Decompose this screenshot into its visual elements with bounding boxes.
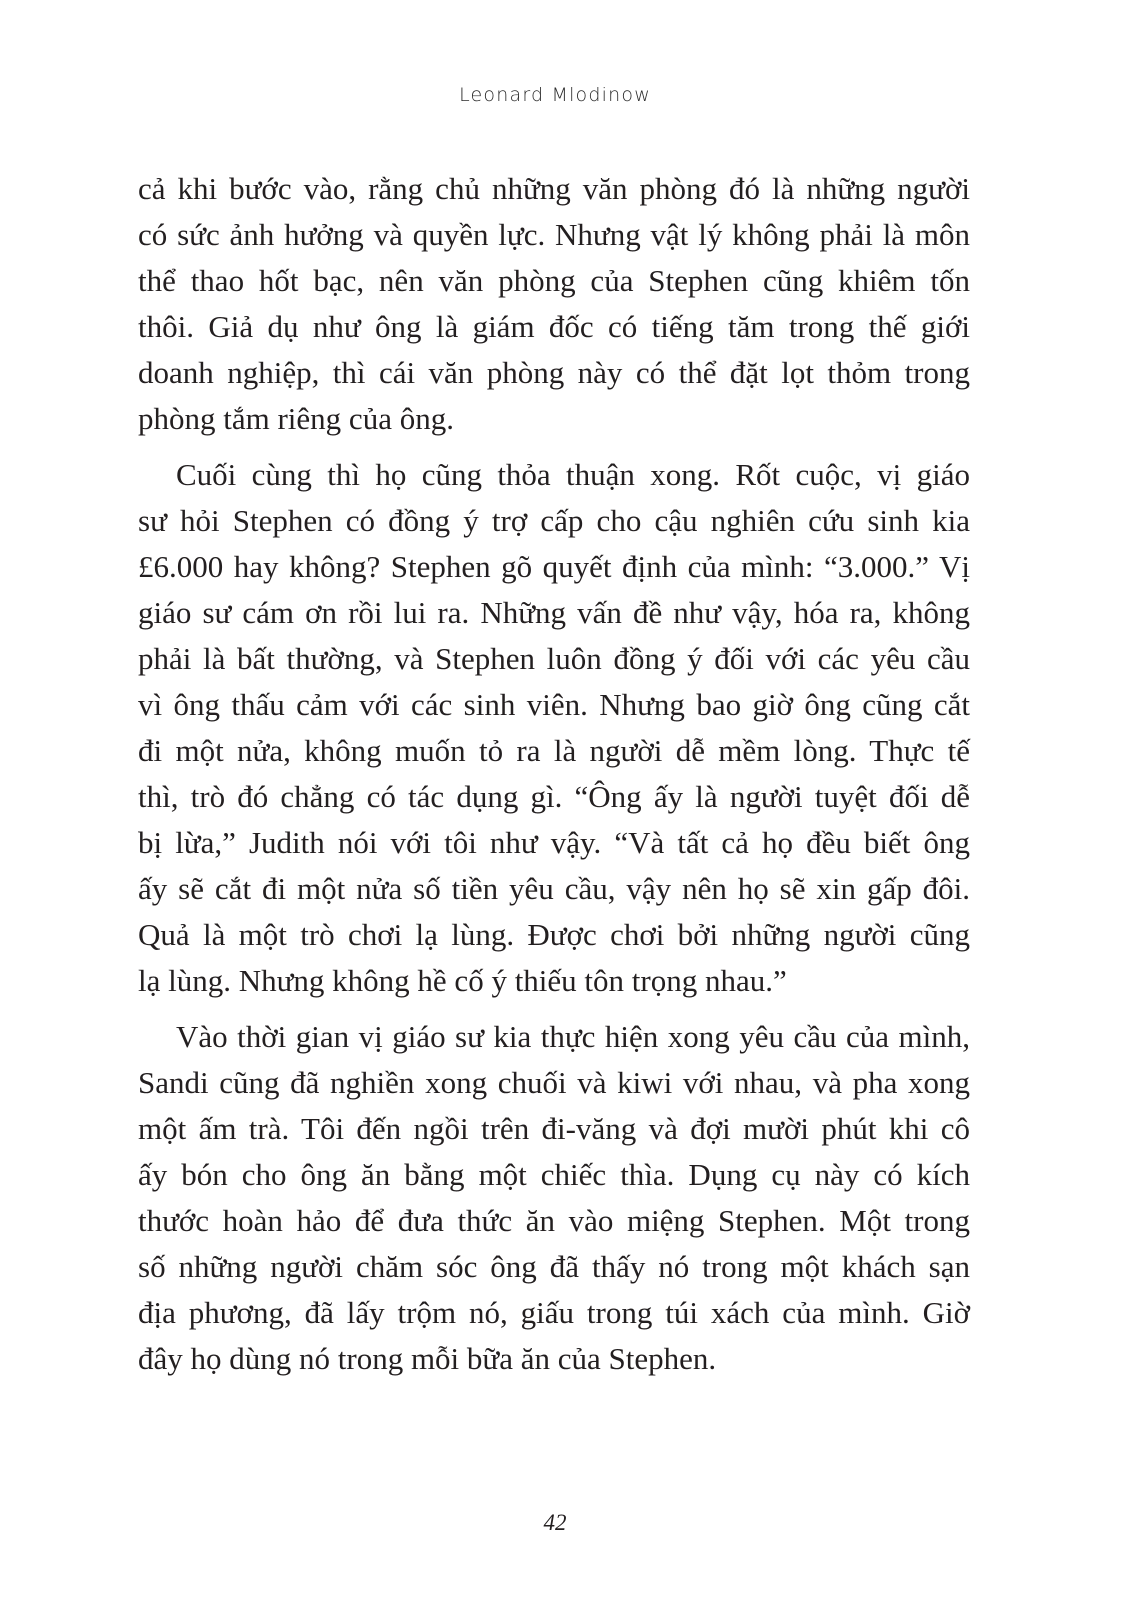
text-line: số những người chăm sóc ông đã thấy nó trong một khách sạn xyxy=(138,1249,970,1284)
text-line: Sandi cũng đã nghiền xong chuối và kiwi với nhau, và pha xong xyxy=(138,1065,970,1100)
text-line: giáo sư cám ơn rồi lui ra. Những vấn đề như vậy, hóa ra, không xyxy=(138,595,970,630)
page-number: 42 xyxy=(543,1510,567,1535)
text-line: thôi. Giả dụ như ông là giám đốc có tiếng tăm trong thế giới xyxy=(138,309,970,344)
text-line: thì, trò đó chẳng có tác dụng gì. “Ông ấy là người tuyệt đối dễ xyxy=(138,779,970,814)
paragraph-1 xyxy=(138,166,970,442)
text-line: thể thao hốt bạc, nên văn phòng của Stephen cũng khiêm tốn xyxy=(138,263,970,298)
text-line: bị lừa,” Judith nói với tôi như vậy. “Và tất cả họ đều biết ông xyxy=(138,825,970,860)
text-line: sư hỏi Stephen có đồng ý trợ cấp cho cậu nghiên cứu sinh kia xyxy=(138,503,970,538)
text-line: £6.000 hay không? Stephen gõ quyết định của mình: “3.000.” Vị xyxy=(138,549,970,584)
text-line: Cuối cùng thì họ cũng thỏa thuận xong. Rốt cuộc, vị giáo xyxy=(176,457,970,492)
text-line: lạ lùng. Nhưng không hề cố ý thiếu tôn trọng nhau.” xyxy=(138,963,787,998)
body-text xyxy=(138,166,970,1382)
text-line: đây họ dùng nó trong mỗi bữa ăn của Stephen. xyxy=(138,1341,717,1376)
text-line: phòng tắm riêng của ông. xyxy=(138,401,454,436)
text-line: Quả là một trò chơi lạ lùng. Được chơi bởi những người cũng xyxy=(138,917,970,952)
text-line: Vào thời gian vị giáo sư kia thực hiện xong yêu cầu của mình, xyxy=(176,1019,970,1054)
paragraph-3 xyxy=(138,1014,970,1382)
text-line: cả khi bước vào, rằng chủ những văn phòng đó là những người xyxy=(138,171,970,206)
running-head-author: Leonard Mlodinow xyxy=(459,84,651,106)
text-line: địa phương, đã lấy trộm nó, giấu trong túi xách của mình. Giờ xyxy=(138,1295,970,1330)
text-line: ấy sẽ cắt đi một nửa số tiền yêu cầu, vậy nên họ sẽ xin gấp đôi. xyxy=(138,871,970,906)
text-line: ấy bón cho ông ăn bằng một chiếc thìa. Dụng cụ này có kích xyxy=(138,1157,970,1192)
text-line: vì ông thấu cảm với các sinh viên. Nhưng bao giờ ông cũng cắt xyxy=(138,687,970,722)
text-line: phải là bất thường, và Stephen luôn đồng ý đối với các yêu cầu xyxy=(138,641,970,676)
paragraph-2 xyxy=(138,452,970,1004)
text-line: thước hoàn hảo để đưa thức ăn vào miệng Stephen. Một trong xyxy=(138,1203,970,1238)
text-line: một ấm trà. Tôi đến ngồi trên đi-văng và đợi mười phút khi cô xyxy=(138,1111,970,1146)
text-line: đi một nửa, không muốn tỏ ra là người dễ mềm lòng. Thực tế xyxy=(138,733,970,768)
text-line: doanh nghiệp, thì cái văn phòng này có thể đặt lọt thỏm trong xyxy=(138,355,970,390)
text-line: có sức ảnh hưởng và quyền lực. Nhưng vật lý không phải là môn xyxy=(138,217,970,252)
